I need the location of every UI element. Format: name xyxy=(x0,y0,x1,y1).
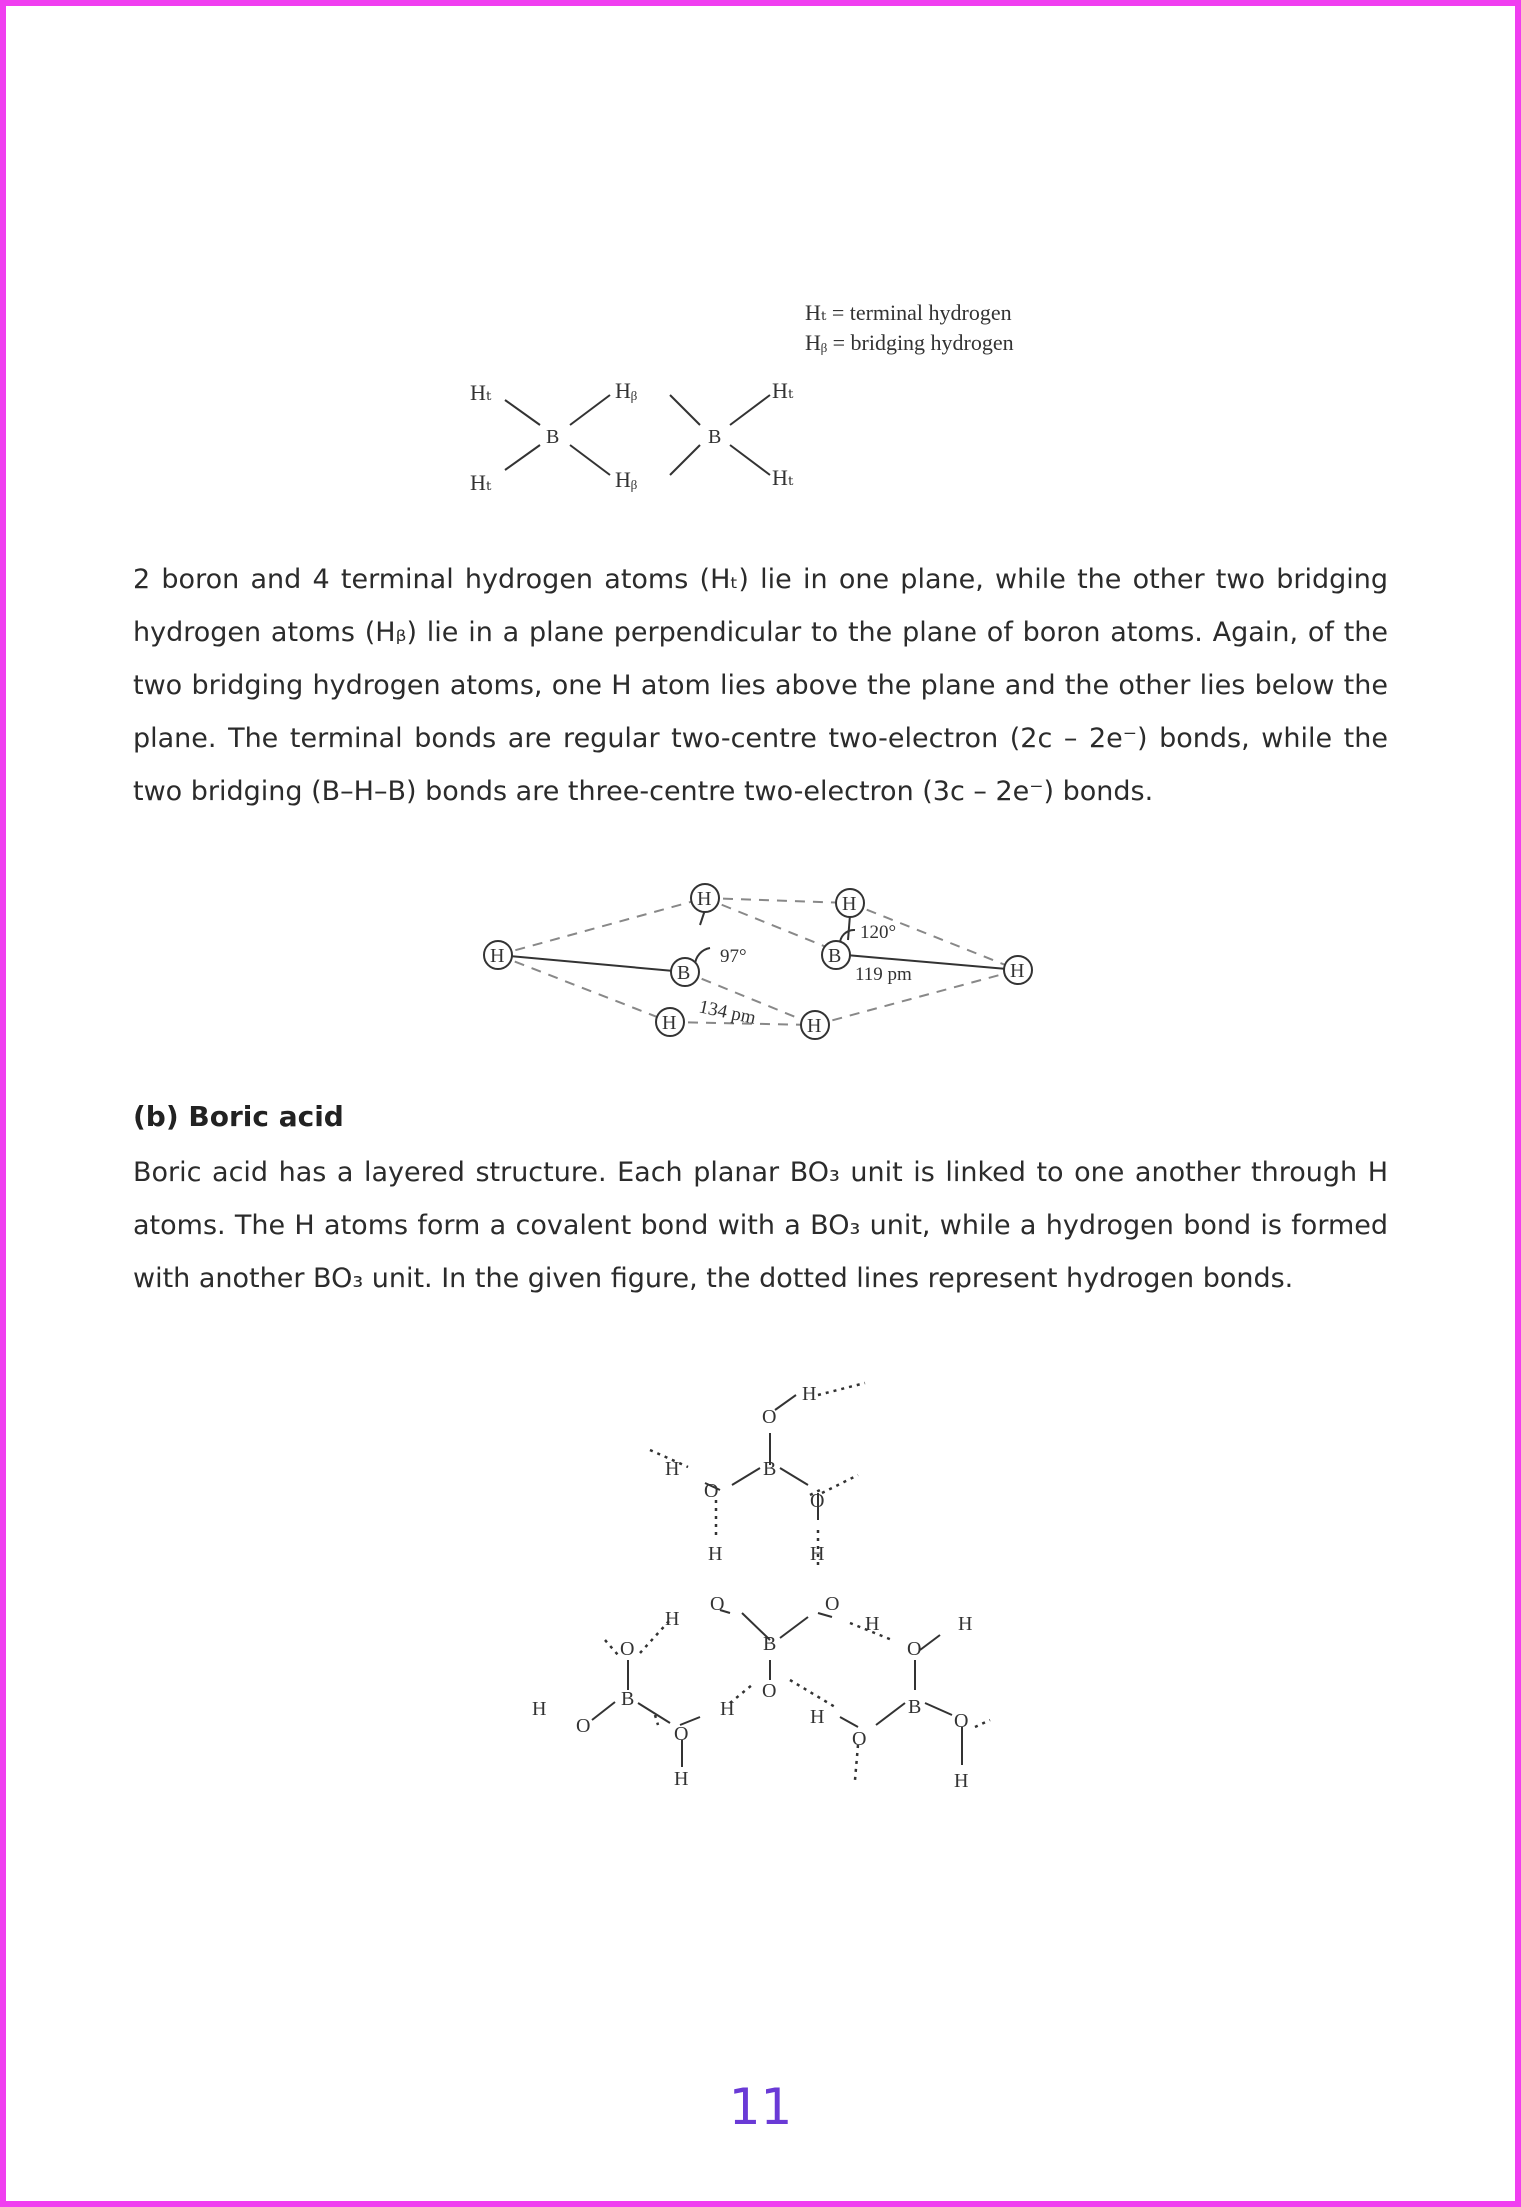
geom-b-right: B xyxy=(828,945,842,967)
boron-right: B xyxy=(708,426,722,448)
bond-134pm: 134 pm xyxy=(696,996,758,1029)
diborane-geometry-diagram xyxy=(470,870,1050,1050)
boric-acid-paragraph: Boric acid has a layered structure. Each planar BO₃ unit is linked to one another through H atoms. The H atoms form a covalent bond with a BO₃ unit, while a hydrogen bond is formed with another BO₃ unit. In the given figure, the dotted lines represent hydrogen bonds. xyxy=(133,1157,1388,1294)
geom-b-left: B xyxy=(677,962,691,984)
bo-o-1: O xyxy=(762,1406,777,1428)
bo-o-9: O xyxy=(674,1723,689,1745)
bo-o-7: O xyxy=(620,1638,635,1660)
geom-h-bottom-b: H xyxy=(807,1015,822,1037)
angle-97: 97° xyxy=(720,946,747,967)
bo-b-4: B xyxy=(908,1696,922,1718)
bo-b-2: B xyxy=(763,1633,777,1655)
ht-top-left: Hₜ xyxy=(470,380,492,405)
legend-terminal: Hₜ = terminal hydrogen xyxy=(805,300,1012,325)
page-number: 11 xyxy=(728,2078,793,2136)
diborane-paragraph: 2 boron and 4 terminal hydrogen atoms (Hₜ) lie in one plane, while the other two bridging hydrogen atoms (Hᵦ) lie in a plane perpendicular to the plane of boron atoms. Again, of the two bridging hydrogen atoms, one H atom lies above the plane and the other lies below the plane. The terminal bonds are regular two-centre two-electron (2c – 2e⁻) bonds, while the two bridging (B–H–B) bonds are three-centre two-electron (3c – 2e⁻) bonds. xyxy=(133,564,1388,807)
ht-bottom-left: Hₜ xyxy=(470,470,492,495)
bo-o-3: O xyxy=(810,1490,825,1512)
bo-b-3: B xyxy=(621,1688,635,1710)
bond-119pm: 119 pm xyxy=(855,964,912,985)
bo-o-4: O xyxy=(710,1593,725,1615)
geom-h-bottom-a: H xyxy=(662,1012,677,1034)
bo-h-2: H xyxy=(665,1458,680,1480)
bo-o-8: O xyxy=(576,1715,591,1737)
hb-top: Hᵦ xyxy=(615,378,638,403)
ht-bottom-right: Hₜ xyxy=(772,465,794,490)
ht-top-right: Hₜ xyxy=(772,378,794,403)
legend-bridging: Hᵦ = bridging hydrogen xyxy=(805,330,1014,355)
bo-h-12: H xyxy=(954,1770,969,1792)
boric-acid-structure-diagram xyxy=(520,1355,1020,1835)
geom-h-right: H xyxy=(1010,960,1025,982)
bo-h-5: H xyxy=(665,1608,680,1630)
geom-h-top-b: H xyxy=(842,893,857,915)
bo-h-11: H xyxy=(810,1706,825,1728)
bo-o-5: O xyxy=(825,1593,840,1615)
section-heading: (b) Boric acid xyxy=(133,1100,344,1133)
bo-o-2: O xyxy=(704,1480,719,1502)
angle-120: 120° xyxy=(860,922,897,943)
bo-h-8: H xyxy=(532,1698,547,1720)
hb-bottom: Hᵦ xyxy=(615,467,638,492)
bo-h-4: H xyxy=(810,1543,825,1565)
boron-left: B xyxy=(546,426,560,448)
bo-h-7: H xyxy=(720,1698,735,1720)
bo-o-6: O xyxy=(762,1680,777,1702)
bo-o-10: O xyxy=(907,1638,922,1660)
bo-h-6: H xyxy=(865,1613,880,1635)
bo-h-9: H xyxy=(674,1768,689,1790)
bo-h-10: H xyxy=(958,1613,973,1635)
diborane-structure-diagram xyxy=(450,290,1090,510)
bo-h-1: H xyxy=(802,1383,817,1405)
geom-h-left: H xyxy=(490,945,505,967)
bo-o-12: O xyxy=(954,1710,969,1732)
bo-o-11: O xyxy=(852,1728,867,1750)
bo-b-1: B xyxy=(763,1458,777,1480)
geom-h-top-a: H xyxy=(697,888,712,910)
bo-h-3: H xyxy=(708,1543,723,1565)
